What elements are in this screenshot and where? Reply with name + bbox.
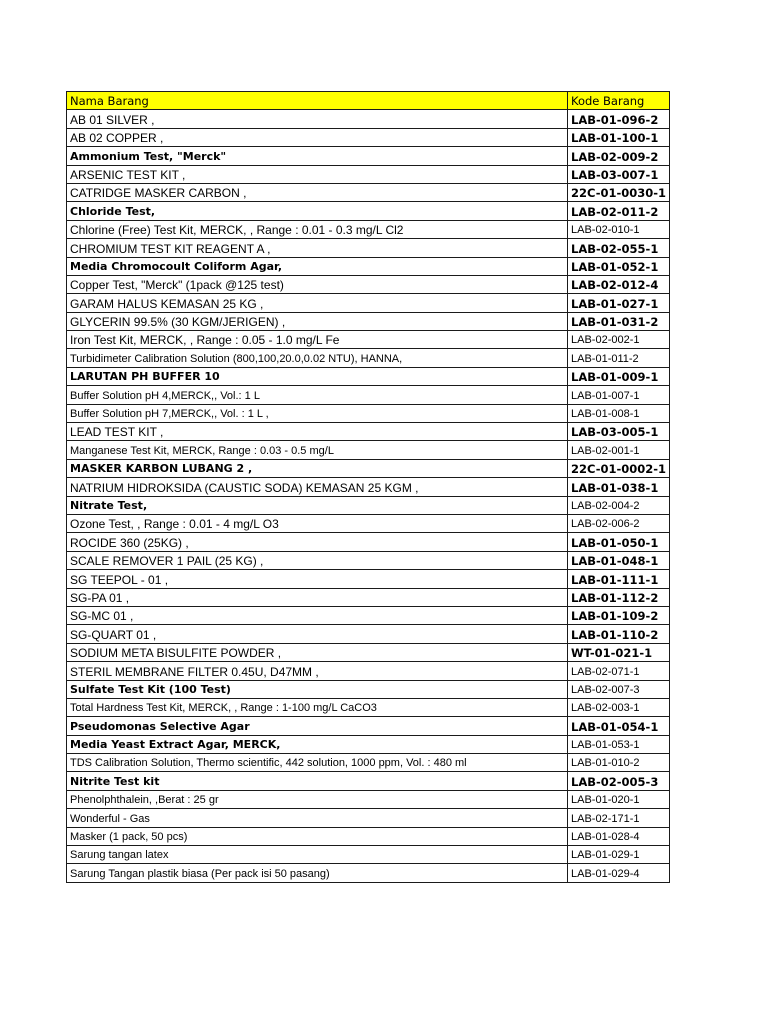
cell-kode-barang[interactable]: LAB-01-007-1: [568, 386, 670, 404]
cell-nama-barang[interactable]: Chloride Test,: [67, 202, 568, 220]
cell-kode-barang[interactable]: LAB-01-010-2: [568, 754, 670, 772]
cell-nama-barang[interactable]: CHROMIUM TEST KIT REAGENT A ,: [67, 239, 568, 257]
column-header-nama-barang[interactable]: Nama Barang: [67, 92, 568, 110]
table-row[interactable]: [67, 202, 670, 220]
cell-kode-barang[interactable]: LAB-01-028-4: [568, 827, 670, 845]
cell-nama-barang[interactable]: Sulfate Test Kit (100 Test): [67, 680, 568, 698]
cell-kode-barang[interactable]: LAB-03-007-1: [568, 165, 670, 183]
cell-kode-barang[interactable]: WT-01-021-1: [568, 643, 670, 661]
table-row[interactable]: [67, 551, 670, 569]
cell-kode-barang[interactable]: LAB-01-011-2: [568, 349, 670, 367]
cell-kode-barang[interactable]: LAB-02-006-2: [568, 514, 670, 532]
cell-nama-barang[interactable]: Turbidimeter Calibration Solution (800,100,20.0,0.02 NTU), HANNA,: [67, 349, 568, 367]
cell-kode-barang[interactable]: LAB-01-031-2: [568, 312, 670, 330]
cell-kode-barang[interactable]: LAB-01-100-1: [568, 128, 670, 146]
table-row[interactable]: [67, 239, 670, 257]
table-row[interactable]: [67, 110, 670, 128]
cell-nama-barang[interactable]: Nitrite Test kit: [67, 772, 568, 790]
cell-nama-barang[interactable]: MASKER KARBON LUBANG 2 ,: [67, 459, 568, 477]
cell-nama-barang[interactable]: ARSENIC TEST KIT ,: [67, 165, 568, 183]
table-row[interactable]: [67, 735, 670, 753]
cell-kode-barang[interactable]: LAB-01-096-2: [568, 110, 670, 128]
cell-nama-barang[interactable]: Phenolphthalein, ,Berat : 25 gr: [67, 790, 568, 808]
table-row[interactable]: [67, 404, 670, 422]
cell-kode-barang[interactable]: LAB-02-011-2: [568, 202, 670, 220]
cell-kode-barang[interactable]: LAB-01-054-1: [568, 717, 670, 735]
cell-kode-barang[interactable]: LAB-02-171-1: [568, 809, 670, 827]
cell-kode-barang[interactable]: LAB-02-005-3: [568, 772, 670, 790]
cell-kode-barang[interactable]: LAB-03-005-1: [568, 423, 670, 441]
cell-nama-barang[interactable]: Pseudomonas Selective Agar: [67, 717, 568, 735]
table-row[interactable]: [67, 165, 670, 183]
cell-nama-barang[interactable]: Total Hardness Test Kit, MERCK, , Range : 1-100 mg/L CaCO3: [67, 698, 568, 716]
table-row[interactable]: [67, 790, 670, 808]
table-row[interactable]: [67, 367, 670, 385]
table-row[interactable]: [67, 183, 670, 201]
table-row[interactable]: [67, 754, 670, 772]
cell-kode-barang[interactable]: LAB-01-053-1: [568, 735, 670, 753]
cell-kode-barang[interactable]: LAB-02-055-1: [568, 239, 670, 257]
cell-kode-barang[interactable]: LAB-02-007-3: [568, 680, 670, 698]
cell-nama-barang[interactable]: SG-QUART 01 ,: [67, 625, 568, 643]
cell-kode-barang[interactable]: LAB-01-110-2: [568, 625, 670, 643]
cell-kode-barang[interactable]: 22C-01-0030-1: [568, 183, 670, 201]
cell-nama-barang[interactable]: Buffer Solution pH 4,MERCK,, Vol.: 1 L: [67, 386, 568, 404]
table-row[interactable]: [67, 606, 670, 624]
cell-kode-barang[interactable]: LAB-01-029-1: [568, 846, 670, 864]
cell-nama-barang[interactable]: Ozone Test, , Range : 0.01 - 4 mg/L O3: [67, 514, 568, 532]
cell-nama-barang[interactable]: TDS Calibration Solution, Thermo scientific, 442 solution, 1000 ppm, Vol. : 480 ml: [67, 754, 568, 772]
inventory-table: [66, 91, 670, 883]
table-row[interactable]: [67, 459, 670, 477]
table-row[interactable]: [67, 312, 670, 330]
table-row[interactable]: [67, 827, 670, 845]
table-row[interactable]: [67, 570, 670, 588]
cell-kode-barang[interactable]: LAB-01-048-1: [568, 551, 670, 569]
table-row[interactable]: [67, 772, 670, 790]
header-row: [67, 92, 670, 110]
table-row[interactable]: [67, 846, 670, 864]
cell-nama-barang[interactable]: Copper Test, "Merck" (1pack @125 test): [67, 275, 568, 293]
table-row[interactable]: [67, 147, 670, 165]
cell-kode-barang[interactable]: LAB-01-112-2: [568, 588, 670, 606]
table-row[interactable]: [67, 496, 670, 514]
table-row[interactable]: [67, 514, 670, 532]
cell-nama-barang[interactable]: STERIL MEMBRANE FILTER 0.45U, D47MM ,: [67, 662, 568, 680]
cell-nama-barang[interactable]: SCALE REMOVER 1 PAIL (25 KG) ,: [67, 551, 568, 569]
cell-kode-barang[interactable]: LAB-01-029-4: [568, 864, 670, 882]
cell-nama-barang[interactable]: Manganese Test Kit, MERCK, Range : 0.03 - 0.5 mg/L: [67, 441, 568, 459]
cell-nama-barang[interactable]: GARAM HALUS KEMASAN 25 KG ,: [67, 294, 568, 312]
cell-nama-barang[interactable]: AB 02 COPPER ,: [67, 128, 568, 146]
cell-kode-barang[interactable]: LAB-02-003-1: [568, 698, 670, 716]
table-row[interactable]: [67, 680, 670, 698]
table-row[interactable]: [67, 864, 670, 882]
table-row[interactable]: [67, 257, 670, 275]
cell-nama-barang[interactable]: AB 01 SILVER ,: [67, 110, 568, 128]
cell-nama-barang[interactable]: SG-PA 01 ,: [67, 588, 568, 606]
cell-kode-barang[interactable]: LAB-01-009-1: [568, 367, 670, 385]
table-row[interactable]: [67, 698, 670, 716]
cell-nama-barang[interactable]: Masker (1 pack, 50 pcs): [67, 827, 568, 845]
cell-kode-barang[interactable]: LAB-01-020-1: [568, 790, 670, 808]
cell-nama-barang[interactable]: Ammonium Test, "Merck": [67, 147, 568, 165]
cell-nama-barang[interactable]: SG-MC 01 ,: [67, 606, 568, 624]
cell-kode-barang[interactable]: 22C-01-0002-1: [568, 459, 670, 477]
table-row[interactable]: [67, 533, 670, 551]
table-row[interactable]: [67, 662, 670, 680]
cell-nama-barang[interactable]: SG TEEPOL - 01 ,: [67, 570, 568, 588]
cell-kode-barang[interactable]: LAB-01-052-1: [568, 257, 670, 275]
table-row[interactable]: [67, 349, 670, 367]
cell-nama-barang[interactable]: Sarung tangan latex: [67, 846, 568, 864]
table-row[interactable]: [67, 588, 670, 606]
table-row[interactable]: [67, 478, 670, 496]
table-row[interactable]: [67, 809, 670, 827]
table-row[interactable]: [67, 625, 670, 643]
table-row[interactable]: [67, 423, 670, 441]
cell-nama-barang[interactable]: Media Chromocoult Coliform Agar,: [67, 257, 568, 275]
cell-kode-barang[interactable]: LAB-02-009-2: [568, 147, 670, 165]
cell-nama-barang[interactable]: Wonderful - Gas: [67, 809, 568, 827]
cell-nama-barang[interactable]: LARUTAN PH BUFFER 10: [67, 367, 568, 385]
cell-nama-barang[interactable]: SODIUM META BISULFITE POWDER ,: [67, 643, 568, 661]
cell-nama-barang[interactable]: NATRIUM HIDROKSIDA (CAUSTIC SODA) KEMASAN 25 KGM ,: [67, 478, 568, 496]
cell-kode-barang[interactable]: LAB-01-111-1: [568, 570, 670, 588]
cell-kode-barang[interactable]: LAB-01-008-1: [568, 404, 670, 422]
table-row[interactable]: [67, 331, 670, 349]
cell-kode-barang[interactable]: LAB-02-071-1: [568, 662, 670, 680]
table-row[interactable]: [67, 128, 670, 146]
cell-nama-barang[interactable]: Iron Test Kit, MERCK, , Range : 0.05 - 1.0 mg/L Fe: [67, 331, 568, 349]
cell-kode-barang[interactable]: LAB-01-050-1: [568, 533, 670, 551]
cell-nama-barang[interactable]: Chlorine (Free) Test Kit, MERCK, , Range : 0.01 - 0.3 mg/L Cl2: [67, 220, 568, 238]
cell-kode-barang[interactable]: LAB-02-001-1: [568, 441, 670, 459]
table-row[interactable]: [67, 275, 670, 293]
cell-kode-barang[interactable]: LAB-01-038-1: [568, 478, 670, 496]
cell-nama-barang[interactable]: GLYCERIN 99.5% (30 KGM/JERIGEN) ,: [67, 312, 568, 330]
cell-kode-barang[interactable]: LAB-02-002-1: [568, 331, 670, 349]
cell-kode-barang[interactable]: LAB-02-010-1: [568, 220, 670, 238]
cell-nama-barang[interactable]: ROCIDE 360 (25KG) ,: [67, 533, 568, 551]
table-row[interactable]: [67, 717, 670, 735]
cell-nama-barang[interactable]: Buffer Solution pH 7,MERCK,, Vol. : 1 L ,: [67, 404, 568, 422]
cell-nama-barang[interactable]: Nitrate Test,: [67, 496, 568, 514]
column-header-kode-barang[interactable]: Kode Barang: [568, 92, 670, 110]
table-row[interactable]: [67, 386, 670, 404]
cell-kode-barang[interactable]: LAB-02-012-4: [568, 275, 670, 293]
table-row[interactable]: [67, 294, 670, 312]
table-row[interactable]: [67, 220, 670, 238]
cell-kode-barang[interactable]: LAB-02-004-2: [568, 496, 670, 514]
table-row[interactable]: [67, 643, 670, 661]
cell-nama-barang[interactable]: LEAD TEST KIT ,: [67, 423, 568, 441]
cell-nama-barang[interactable]: Media Yeast Extract Agar, MERCK,: [67, 735, 568, 753]
cell-kode-barang[interactable]: LAB-01-109-2: [568, 606, 670, 624]
cell-nama-barang[interactable]: Sarung Tangan plastik biasa (Per pack isi 50 pasang): [67, 864, 568, 882]
table-body: [67, 110, 670, 882]
cell-kode-barang[interactable]: LAB-01-027-1: [568, 294, 670, 312]
cell-nama-barang[interactable]: CATRIDGE MASKER CARBON ,: [67, 183, 568, 201]
table-row[interactable]: [67, 441, 670, 459]
